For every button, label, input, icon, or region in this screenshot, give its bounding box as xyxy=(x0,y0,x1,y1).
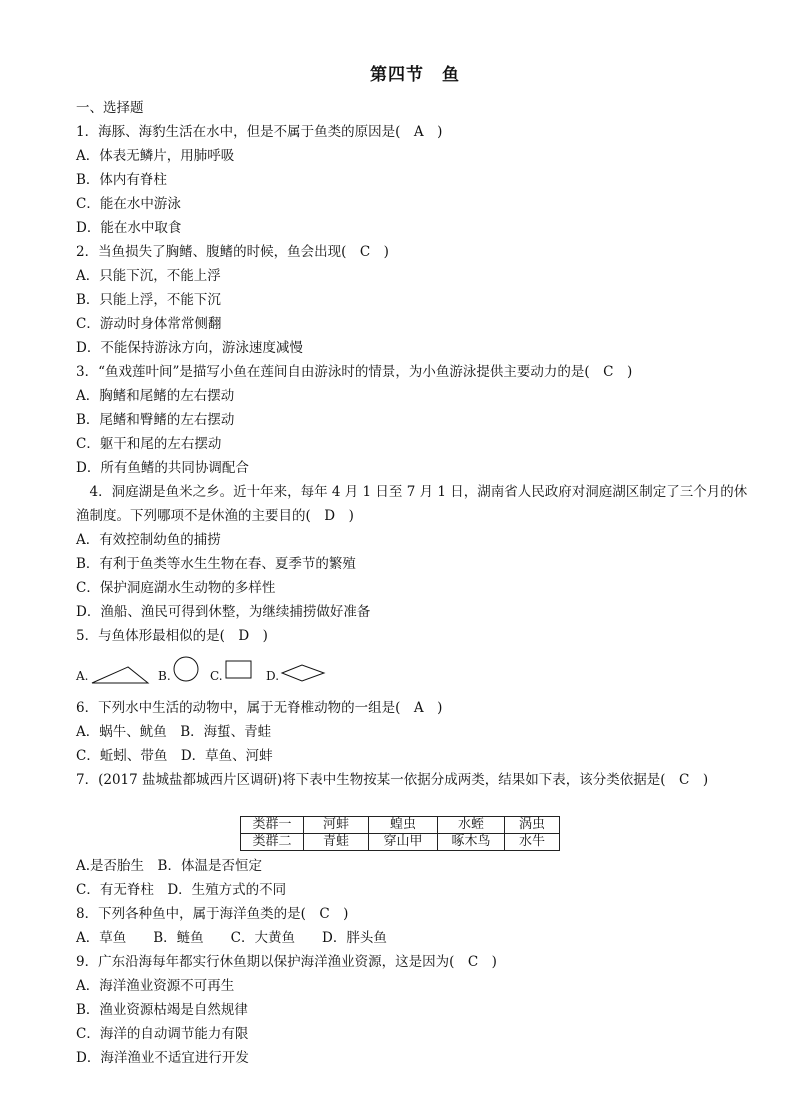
option-line: A．海洋渔业资源不可再生 xyxy=(76,978,235,994)
table-row xyxy=(241,817,560,834)
option-line: C．蚯蚓、带鱼 D．草鱼、河蚌 xyxy=(76,748,273,764)
option-line: B．只能上浮，不能下沉 xyxy=(76,292,221,308)
rectangle-shape-icon xyxy=(224,659,254,681)
option-line: C．能在水中游泳 xyxy=(76,196,181,212)
question-line: 1．海豚、海豹生活在水中，但是不属于鱼类的原因是( A ) xyxy=(76,124,443,140)
table-cell: 类群一 xyxy=(241,817,304,834)
table-cell: 类群二 xyxy=(241,834,304,851)
shape-label-a: A. xyxy=(76,669,89,683)
option-line: A．胸鳍和尾鳍的左右摆动 xyxy=(76,388,235,404)
option-line: D．所有鱼鳍的共同协调配合 xyxy=(76,460,249,476)
table-cell: 啄木鸟 xyxy=(438,834,505,851)
option-line: B．体内有脊柱 xyxy=(76,172,167,188)
option-line: C．海洋的自动调节能力有限 xyxy=(76,1026,249,1042)
option-line: C．游动时身体常常侧翻 xyxy=(76,316,222,332)
table-cell: 水牛 xyxy=(505,834,560,851)
page-title: 第四节 鱼 xyxy=(370,65,460,85)
option-line: D．海洋渔业不适宜进行开发 xyxy=(76,1050,249,1066)
table-cell: 水蛭 xyxy=(438,817,505,834)
question-block-3 xyxy=(76,854,776,1070)
question-block-1 xyxy=(76,96,776,648)
question-line: 6．下列水中生活的动物中，属于无脊椎动物的一组是( A ) xyxy=(76,700,443,716)
option-line: A．有效控制幼鱼的捕捞 xyxy=(76,532,221,548)
table-cell: 蝗虫 xyxy=(369,817,438,834)
option-line: A．蜗牛、鱿鱼 B．海蜇、青蛙 xyxy=(76,724,272,740)
option-line: A.是否胎生 B．体温是否恒定 xyxy=(76,858,262,874)
section-heading: 一、选择题 xyxy=(76,100,144,116)
option-line: B．有利于鱼类等水生生物在春、夏季节的繁殖 xyxy=(76,556,356,572)
question-line: 8．下列各种鱼中，属于海洋鱼类的是( C ) xyxy=(76,906,349,922)
question-line: 3．“鱼戏莲叶间”是描写小鱼在莲间自由游泳时的情景，为小鱼游泳提供主要动力的是( C ) xyxy=(76,364,633,380)
option-line: A．体表无鳞片，用肺呼吸 xyxy=(76,148,235,164)
option-line: D．渔船、渔民可得到休整，为继续捕捞做好准备 xyxy=(76,604,371,620)
classification-table xyxy=(240,816,560,851)
question-line: 7．(2017 盐城盐都城西片区调研)将下表中生物按某一依据分成两类，结果如下表，该分类依据是( C ) xyxy=(76,772,709,788)
table-cell: 穿山甲 xyxy=(369,834,438,851)
question-block-2 xyxy=(76,696,776,792)
shape-options xyxy=(76,657,576,687)
question-line-cont: 渔制度。下列哪项不是休渔的主要目的( D ) xyxy=(76,508,354,524)
option-line: C．有无脊柱 D．生殖方式的不同 xyxy=(76,882,287,898)
option-line: D．不能保持游泳方向，游泳速度减慢 xyxy=(76,340,303,356)
table-cell: 涡虫 xyxy=(505,817,560,834)
triangle-shape-icon xyxy=(90,663,150,685)
option-line: C．保护洞庭湖水生动物的多样性 xyxy=(76,580,276,596)
question-line: 5．与鱼体形最相似的是( D ) xyxy=(76,628,268,644)
circle-shape-icon xyxy=(172,655,200,683)
shape-label-d: D. xyxy=(266,669,280,683)
option-line: A．只能下沉，不能上浮 xyxy=(76,268,221,284)
diamond-shape-icon xyxy=(280,663,328,683)
option-line: A．草鱼 B．鲢鱼 C．大黄鱼 D．胖头鱼 xyxy=(76,930,387,946)
option-line: C．躯干和尾的左右摆动 xyxy=(76,436,222,452)
question-line: 2．当鱼损失了胸鳍、腹鳍的时候，鱼会出现( C ) xyxy=(76,244,389,260)
table-cell: 青蛙 xyxy=(304,834,369,851)
question-line: 9．广东沿海每年都实行休鱼期以保护海洋渔业资源，这是因为( C ) xyxy=(76,954,497,970)
shape-label-c: C. xyxy=(210,669,223,683)
question-line: 4．洞庭湖是鱼米之乡。近十年来，每年 4 月 1 日至 7 月 1 日，湖南省人民政府对洞庭湖区制定了三个月的休 xyxy=(76,484,748,500)
table-row xyxy=(241,834,560,851)
option-line: B．尾鳍和臀鳍的左右摆动 xyxy=(76,412,235,428)
shape-label-b: B. xyxy=(158,669,171,683)
option-line: B．渔业资源枯竭是自然规律 xyxy=(76,1002,248,1018)
option-line: D．能在水中取食 xyxy=(76,220,182,236)
table-cell: 河蚌 xyxy=(304,817,369,834)
